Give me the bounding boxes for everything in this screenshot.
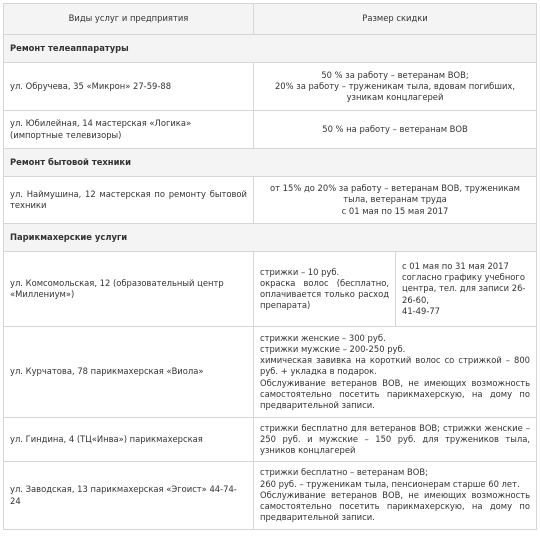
schedule-line: с 01 мая по 31 мая 2017 согласно графику учебного центра, тел. для записи 26-26-60, — [402, 260, 526, 305]
discount-line: Обслуживание ветеранов ВОВ, не имеющих возможность самостоятельно посетить парикмахерскую, на дому по предварительной записи. — [260, 489, 531, 523]
discount-line: от 15% до 20% за работу – ветеранам ВОВ, труженикам тыла, ветеранам труда — [270, 183, 520, 205]
discount-period: с 01 мая по 15 мая 2017 — [341, 205, 449, 216]
discount-line: 20% за работу – труженикам тыла, вдовам погибших, узникам концлагерей — [274, 80, 516, 103]
header-services: Виды услуг и предприятия — [4, 4, 254, 35]
schedule-phone: 41-49-77 — [402, 305, 441, 316]
address-cell: ул. Комсомольская, 12 (образовательный центр «Миллениум») — [4, 252, 254, 327]
discount-cell — [254, 327, 537, 418]
table-row — [4, 63, 537, 111]
discount-line: стрижки – 10 руб. — [260, 266, 340, 277]
discount-cell — [254, 462, 537, 530]
section-appliance-repair: Ремонт бытовой техники — [4, 149, 537, 177]
discount-table — [3, 3, 537, 530]
table-row — [4, 252, 537, 327]
header-discount: Размер скидки — [254, 4, 537, 35]
table-row — [4, 177, 537, 224]
section-row — [4, 224, 537, 252]
address-cell: ул. Гиндина, 4 (ТЦ«Инва») парикмахерская — [4, 418, 254, 462]
address-cell — [4, 111, 254, 149]
discount-line: химическая завивка на короткий волос со стрижкой – 800 руб. + укладка в подарок. — [260, 355, 531, 377]
discount-cell-schedule — [396, 252, 537, 327]
section-hairdressing: Парикмахерские услуги — [4, 224, 537, 252]
table-row — [4, 327, 537, 418]
discount-cell — [254, 63, 537, 111]
discount-line: стрижки женские – 300 руб. — [260, 332, 386, 343]
table-header-row — [4, 4, 537, 35]
discount-cell-prices — [254, 252, 396, 327]
discount-line: 260 руб. – труженикам тыла, пенсионерам старше 60 лет. — [260, 478, 520, 489]
discount-line: 50 % за работу – ветеранам ВОВ; — [321, 69, 469, 80]
discount-cell — [254, 177, 537, 224]
address-note: (импортные телевизоры) — [10, 129, 122, 140]
table-row — [4, 418, 537, 462]
section-row — [4, 35, 537, 63]
section-row — [4, 149, 537, 177]
discount-cell: 50 % на работу – ветеранам ВОВ — [254, 111, 537, 149]
address-cell: ул. Заводская, 13 парикмахерская «Эгоист» 44-74-24 — [4, 462, 254, 530]
table-row — [4, 111, 537, 149]
discount-table-container — [3, 3, 536, 530]
table-row — [4, 462, 537, 530]
discount-line: Обслуживание ветеранов ВОВ, не имеющих возможность самостоятельно посетить парикмахерскую, на дому по предварительной записи. — [260, 377, 531, 410]
address-cell: ул. Обручева, 35 «Микрон» 27-59-88 — [4, 63, 254, 111]
discount-cell: стрижки бесплатно для ветеранов ВОВ; стрижки женские – 250 руб. и мужские – 150 руб. для тружеников тыла, узников концлагерей — [254, 418, 537, 462]
discount-line: стрижки мужские – 200-250 руб. — [260, 343, 406, 354]
discount-line: стрижки бесплатно – ветеранам ВОВ; — [260, 467, 428, 478]
address-cell: ул. Наймушина, 12 мастерская по ремонту бытовой техники — [4, 177, 254, 224]
section-tv-repair: Ремонт телеаппаратуры — [4, 35, 537, 63]
discount-line: окраска волос (бесплатно, оплачивается только расход препарата) — [260, 277, 389, 311]
address-line: ул. Юбилейная, 14 мастерская «Логика» — [10, 118, 192, 129]
address-cell: ул. Курчатова, 78 парикмахерская «Виола» — [4, 327, 254, 418]
